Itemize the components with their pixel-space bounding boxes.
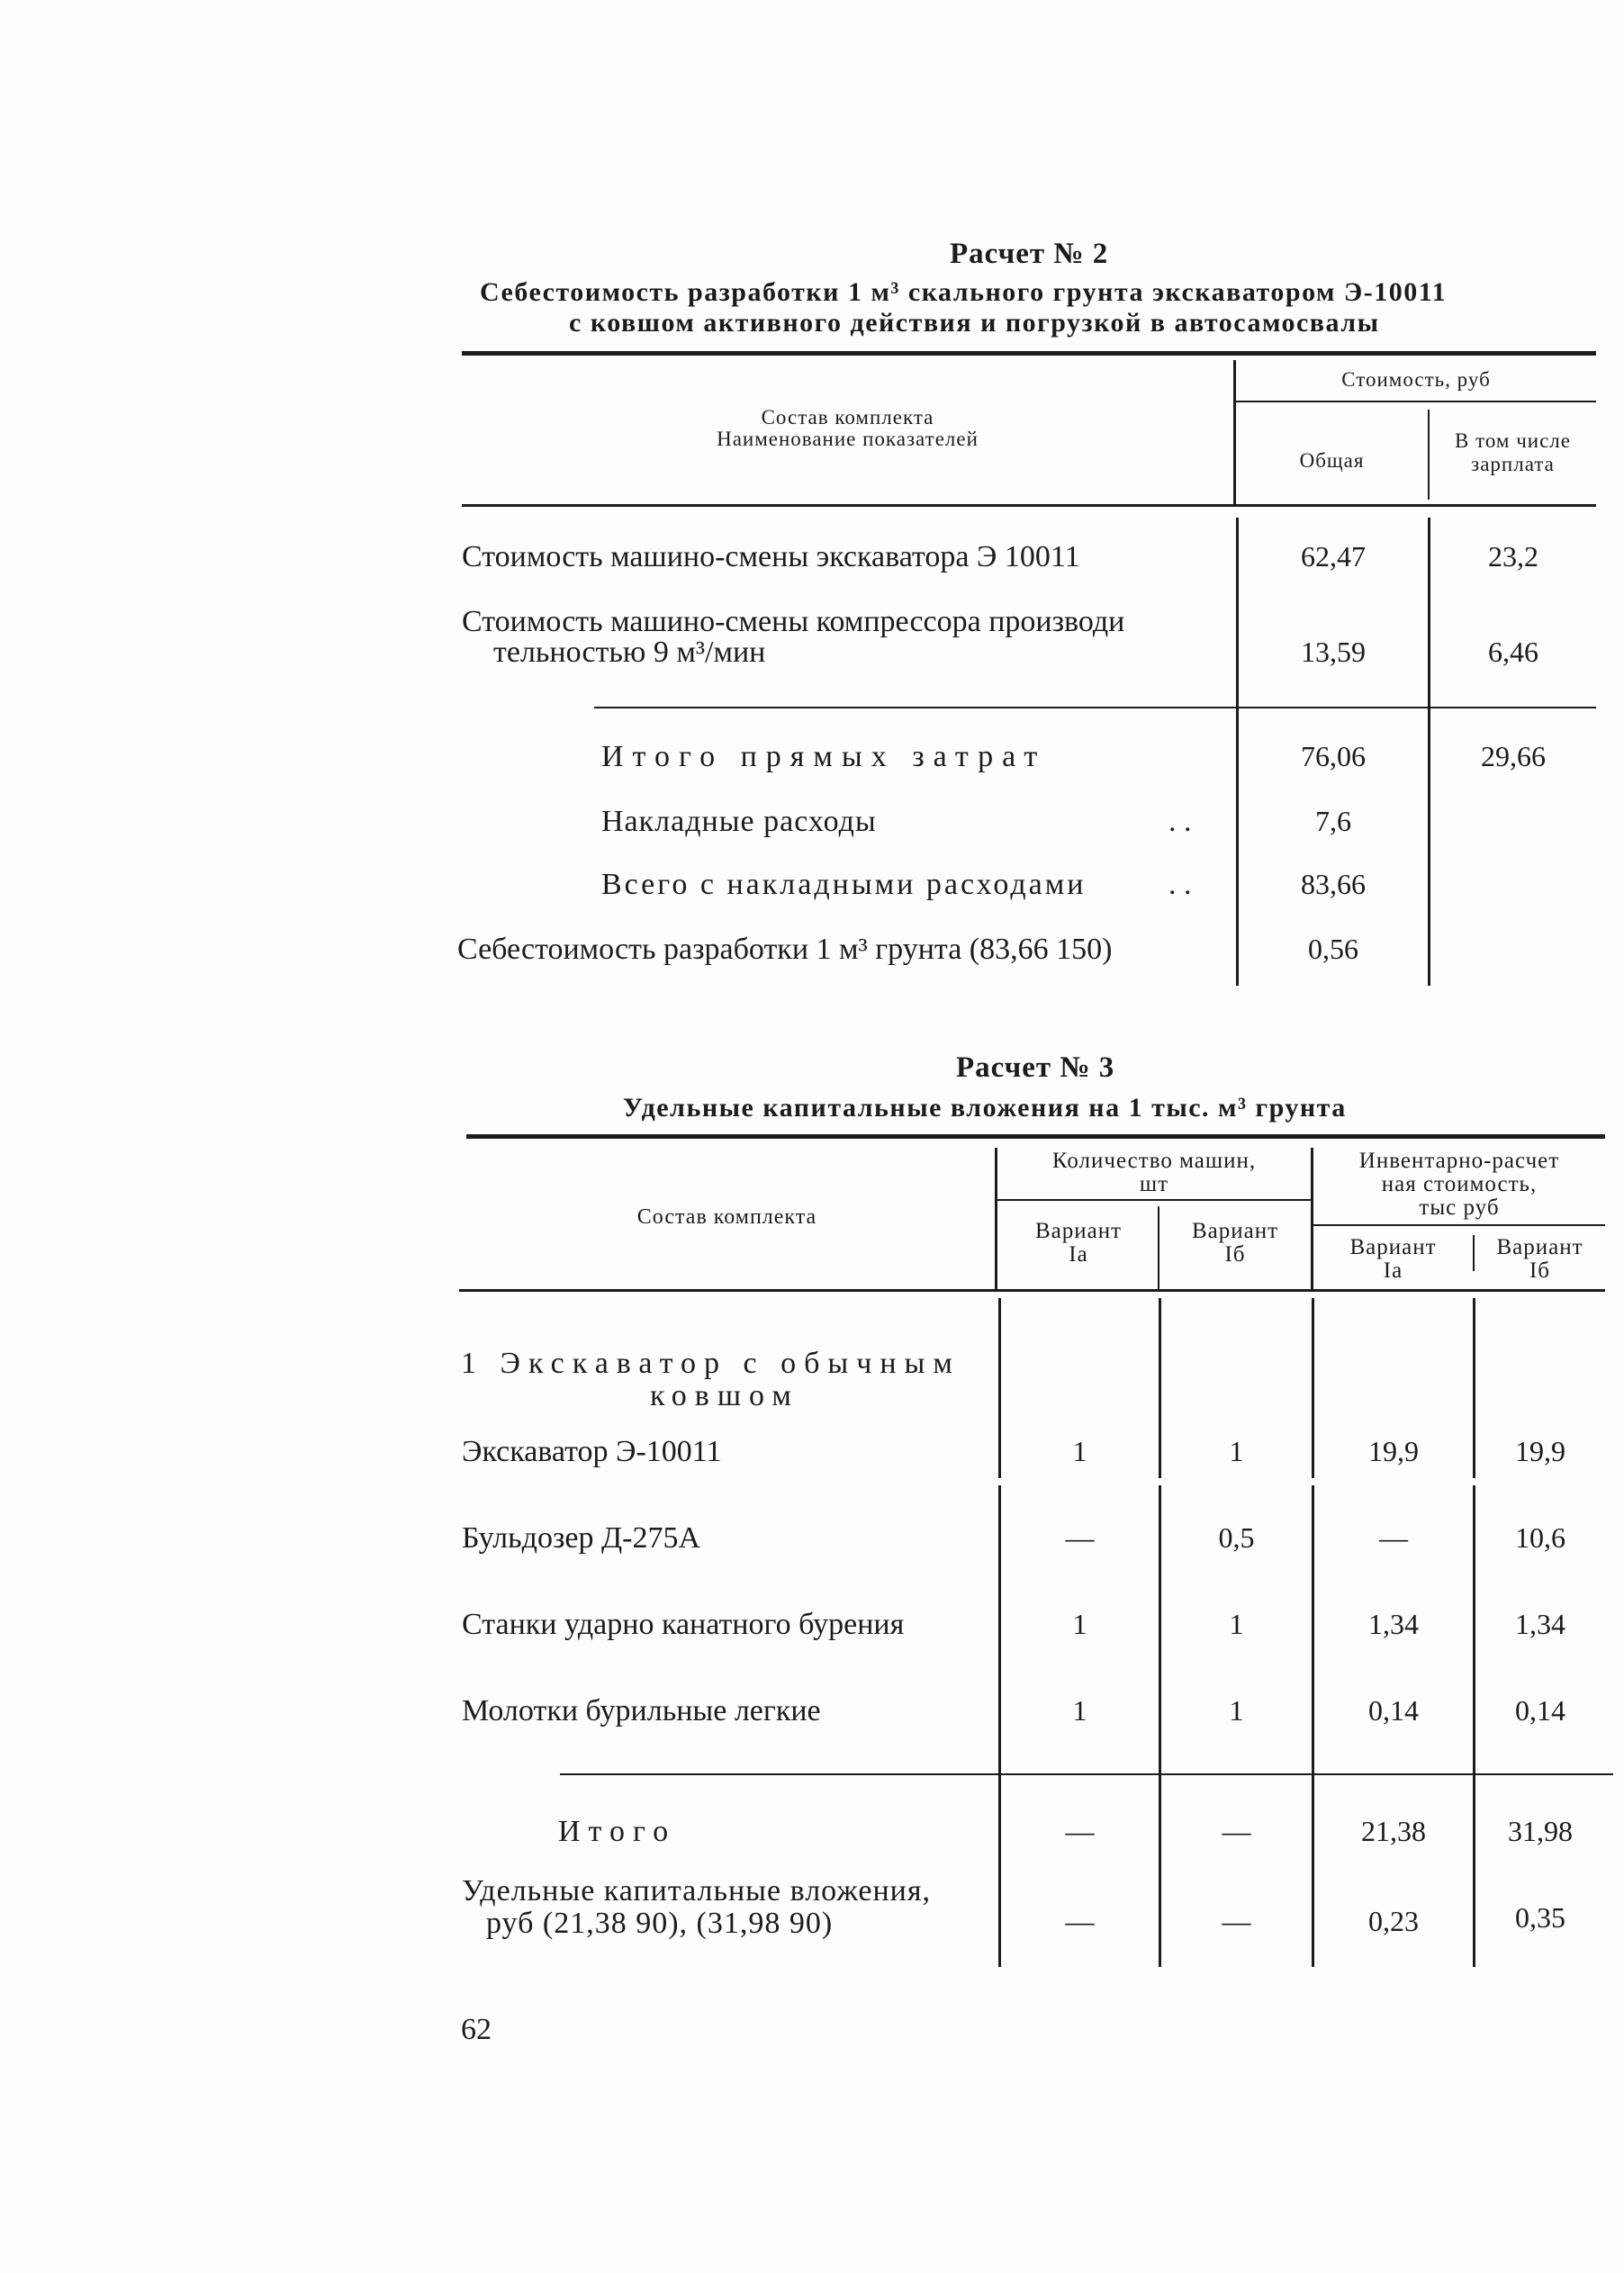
- calc2-subtotal-rule: [594, 707, 1596, 708]
- calc2-row2-label-line1: Стоимость машино-смены компрессора производи: [462, 605, 1125, 638]
- calc2-grand-total-label: Всего с накладными расходами: [601, 868, 1087, 901]
- calc2-col1-header-line2: Наименование показателей: [717, 428, 979, 450]
- calc2-cost-header: Стоимость, руб: [1341, 368, 1491, 391]
- calc3-title: Удельные капитальные вложения на 1 тыс. м³ грунта: [623, 1093, 1347, 1123]
- calc2-title-line2: с ковшом активного действия и погрузкой в автосамосвалы: [569, 308, 1380, 338]
- calc2-row2-total: 13,59: [1301, 636, 1366, 668]
- calc3-row2-q1: —: [1065, 1521, 1095, 1554]
- calc3-header-bottom-rule: [459, 1289, 1605, 1292]
- calc3-total-label: Итого: [558, 1815, 677, 1848]
- calc3-row3-label: Станки ударно канатного бурения: [462, 1608, 905, 1641]
- calc2-incl-header-line2: зарплата: [1471, 453, 1555, 475]
- calc3-total-c2: 31,98: [1508, 1815, 1573, 1847]
- calc3-top-rule: [466, 1134, 1605, 1139]
- calc3-row4-q2: 1: [1229, 1694, 1244, 1727]
- calc2-heading: Расчет № 2: [950, 238, 1109, 270]
- calc2-overhead-total: 7,6: [1315, 805, 1351, 837]
- calc3-inv-var1a-line2: Iа: [1383, 1258, 1403, 1283]
- calc3-total-rule: [560, 1773, 1613, 1775]
- calc3-specific-label-line2: руб (21,38 90), (31,98 90): [486, 1907, 834, 1940]
- calc3-qty-header-line1: Количество машин,: [1051, 1149, 1257, 1173]
- calc2-title-line1: Себестоимость разработки 1 м³ скального грунта экскаватором Э-10011: [480, 277, 1448, 307]
- calc3-qty-var1b-line1: Вариант: [1191, 1219, 1279, 1243]
- calc3-row2-label: Бульдозер Д-275А: [462, 1521, 701, 1555]
- calc3-qty-var1a-line2: Iа: [1069, 1242, 1088, 1267]
- calc3-group-line2: ковшом: [650, 1379, 799, 1412]
- calc3-row1-c1: 19,9: [1368, 1435, 1419, 1467]
- calc2-row2-salary: 6,46: [1488, 636, 1538, 668]
- calc3-specific-c1: 0,23: [1368, 1905, 1419, 1937]
- calc2-unit-cost-total: 0,56: [1308, 933, 1358, 965]
- calc2-overhead-label: Накладные расходы: [601, 805, 877, 838]
- calc3-row2-c2: 10,6: [1515, 1521, 1565, 1554]
- calc3-row1-q2: 1: [1229, 1435, 1244, 1467]
- calc3-specific-q1: —: [1065, 1905, 1095, 1937]
- calc3-row3-q1: 1: [1072, 1608, 1087, 1640]
- calc3-inv-var1b-line1: Вариант: [1496, 1235, 1583, 1259]
- calc3-row2-q2: 0,5: [1218, 1521, 1255, 1554]
- calc3-inv-var1b-line2: Iб: [1529, 1258, 1551, 1283]
- calc3-specific-c2: 0,35: [1515, 1901, 1565, 1934]
- calc3-qty-rule: [997, 1199, 1311, 1201]
- calc3-total-c1: 21,38: [1361, 1815, 1426, 1847]
- calc3-total-q2: —: [1222, 1815, 1251, 1847]
- calc2-grand-total-total: 83,66: [1301, 868, 1366, 900]
- calc2-unit-cost-label: Себестоимость разработки 1 м³ грунта (83,66 150): [457, 933, 1113, 966]
- calc3-inv-header-line1: Инвентарно-расчет: [1358, 1149, 1560, 1173]
- calc2-overhead-dots: . .: [1168, 805, 1192, 838]
- calc3-row3-q2: 1: [1229, 1608, 1244, 1640]
- calc3-group-line1: 1 Экскаватор с обычным: [461, 1347, 961, 1380]
- calc3-row2-c1: —: [1379, 1521, 1408, 1554]
- calc3-inv-header-line3: тыс руб: [1419, 1195, 1500, 1220]
- calc2-incl-header-line1: В том числе: [1455, 429, 1571, 452]
- calc2-direct-costs-total: 76,06: [1301, 740, 1366, 772]
- calc3-row1-label: Экскаватор Э-10011: [462, 1435, 722, 1468]
- calc3-specific-label-line1: Удельные капитальные вложения,: [462, 1874, 931, 1908]
- calc3-row4-label: Молотки бурильные легкие: [462, 1694, 821, 1727]
- calc3-row3-c2: 1,34: [1515, 1608, 1565, 1640]
- calc2-direct-costs-salary: 29,66: [1481, 740, 1546, 772]
- calc2-cost-rule: [1236, 401, 1596, 402]
- calc3-inv-rule: [1313, 1224, 1605, 1226]
- calc3-row1-c2: 19,9: [1515, 1435, 1565, 1467]
- calc2-grand-total-dots: . .: [1168, 868, 1192, 901]
- calc2-row1-salary: 23,2: [1488, 540, 1538, 573]
- calc3-inv-header-line2: ная стоимость,: [1381, 1172, 1538, 1196]
- calc3-total-q1: —: [1065, 1815, 1095, 1847]
- calc3-col1-header: Состав комплекта: [636, 1205, 817, 1229]
- calc3-row4-c1: 0,14: [1368, 1694, 1419, 1727]
- calc3-specific-q2: —: [1222, 1905, 1251, 1937]
- page-number: 62: [461, 2013, 492, 2046]
- calc2-direct-costs-label: Итого прямых затрат: [601, 740, 1047, 773]
- calc3-row1-q1: 1: [1072, 1435, 1087, 1467]
- calc3-qty-header-line2: шт: [1139, 1172, 1169, 1196]
- calc2-row1-label: Стоимость машино-смены экскаватора Э 10011: [462, 540, 1080, 573]
- calc2-top-rule: [462, 351, 1596, 356]
- calc3-qty-var1a-line1: Вариант: [1034, 1219, 1123, 1243]
- calc2-total-header: Общая: [1299, 449, 1365, 472]
- calc3-row4-q1: 1: [1072, 1694, 1087, 1727]
- calc2-row2-label-line2: тельностью 9 м³/мин: [493, 636, 766, 669]
- calc2-row1-total: 62,47: [1301, 540, 1366, 573]
- calc2-header-bottom-rule: [462, 504, 1596, 507]
- calc2-col1-header-line1: Состав комплекта: [761, 406, 934, 428]
- calc3-heading: Расчет № 3: [956, 1051, 1115, 1084]
- calc3-qty-var1b-line2: Iб: [1224, 1242, 1246, 1267]
- calc3-row4-c2: 0,14: [1515, 1694, 1565, 1727]
- calc3-row3-c1: 1,34: [1368, 1608, 1419, 1640]
- calc3-inv-var1a-line1: Вариант: [1349, 1235, 1437, 1259]
